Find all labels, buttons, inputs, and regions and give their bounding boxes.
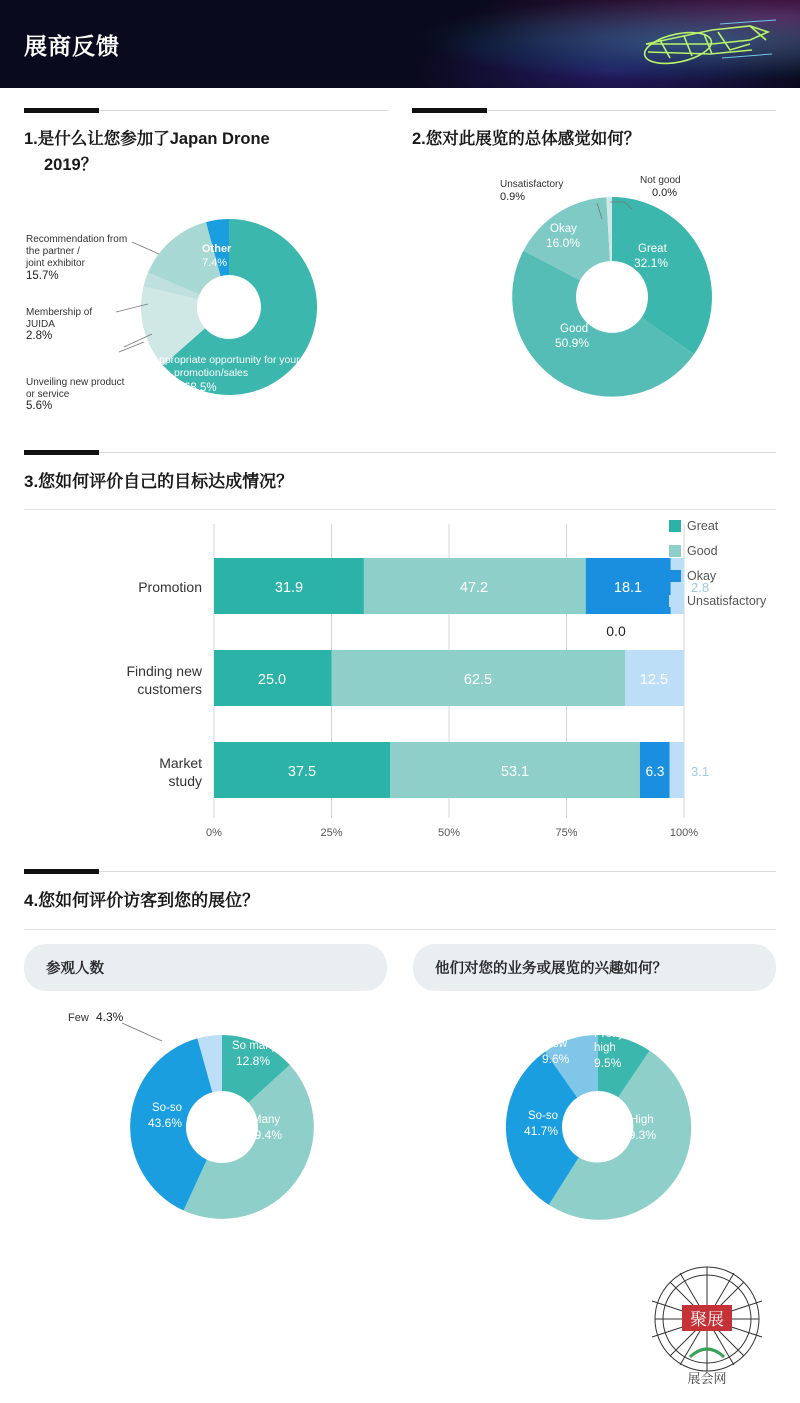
q4-right-value-so-so: 41.7%	[524, 1123, 559, 1138]
q4-right-label-pretty-high-l2: high	[594, 1041, 616, 1054]
question-2-block	[400, 110, 776, 442]
page-title: 展商反馈	[24, 33, 120, 59]
q4-right-value-pretty-high: 9.5%	[594, 1055, 622, 1070]
q3-xtick-75: 75%	[555, 827, 578, 840]
q1-label-appropriate-l2: promotion/sales	[174, 367, 249, 380]
q1-label-unveiling-l2: or service	[26, 389, 70, 401]
q3-value-promotion-great: 31.9	[274, 580, 304, 597]
q3-value-market-great: 37.5	[287, 764, 317, 781]
q3-value-finding-unsatisfactory: 12.5	[639, 672, 669, 689]
q2-divider	[412, 110, 776, 111]
q4-left-chart-block	[24, 995, 400, 1245]
q3-value-market-unsatisfactory: 3.1	[691, 764, 710, 780]
q2-value-good: 50.9%	[555, 335, 590, 350]
q3-legend-label-okay: Okay	[687, 569, 717, 584]
q4-left-label-many: Many	[252, 1113, 281, 1126]
q3-category-promotion: Promotion	[138, 579, 202, 596]
q1-label-recommendation-l1: Recommendation from	[26, 234, 128, 246]
q3-value-promotion-unsatisfactory: 2.8	[691, 580, 710, 596]
q4-pill-row	[24, 930, 776, 991]
q2-label-great: Great	[638, 242, 667, 255]
q3-legend-swatch-unsatisfactory	[669, 595, 681, 607]
question-4-title	[24, 872, 776, 918]
q4-left-label-so-so: So-so	[152, 1101, 183, 1114]
q1-donut-chart	[24, 182, 396, 442]
q4-right-value-low: 9.6%	[542, 1051, 570, 1066]
q1-label-appropriate-l1: Appropriate opportunity for your	[152, 354, 300, 367]
q3-value-finding-good: 62.5	[463, 672, 493, 689]
q3-bar-row-promotion	[138, 558, 709, 614]
q4-right-chart-block	[400, 995, 776, 1245]
q3-stacked-bar-chart	[24, 510, 776, 855]
q2-donut-chart	[412, 157, 784, 417]
question-2-title-line1: 2.您对此展览的总体感觉如何？	[412, 130, 641, 148]
q4-right-label-high: High	[630, 1113, 654, 1126]
question-1-title	[24, 111, 388, 182]
q3-bar-market-unsatisfactory	[670, 742, 685, 798]
question-2-title	[412, 111, 776, 157]
q3-category-market-l2: study	[168, 773, 202, 790]
q3-legend-label-unsatisfactory: Unsatisfactory	[687, 594, 767, 609]
q1-value-recommendation: 15.7%	[26, 270, 59, 283]
q2-label-okay: Okay	[550, 222, 577, 235]
q4-left-donut-chart	[24, 995, 400, 1245]
q4-right-donut-chart	[400, 995, 776, 1245]
q3-xtick-0: 0%	[206, 827, 222, 840]
q3-legend-swatch-good	[669, 545, 681, 557]
question-1-block	[24, 110, 400, 442]
q4-right-value-high: 39.3%	[622, 1127, 657, 1142]
q4-left-label-so-many: So many	[232, 1039, 278, 1052]
watermark-text: 聚展	[690, 1310, 724, 1329]
q3-xtick-25: 25%	[320, 827, 343, 840]
q3-category-finding-l2: customers	[137, 681, 202, 698]
q2-label-notgood: Not good	[640, 174, 681, 186]
q4-right-label-low: Low	[546, 1037, 568, 1050]
q2-label-unsatisfactory: Unsatisfactory	[500, 178, 564, 190]
q1-label-membership-l1: Membership of	[26, 307, 93, 319]
q3-legend-label-good: Good	[687, 544, 718, 559]
q3-category-market-l1: Market	[159, 755, 202, 772]
q4-pill-visitors: 参观人数	[24, 944, 387, 991]
q3-x-axis-labels	[206, 827, 698, 839]
q2-label-good: Good	[560, 322, 589, 335]
q4-pill-interest: 他们对您的业务或展览的兴趣如何？	[413, 944, 776, 991]
q3-category-finding-l1: Finding new	[126, 663, 202, 680]
q3-legend-swatch-great	[669, 520, 681, 532]
q4-left-value-many: 39.4%	[248, 1127, 283, 1142]
q2-value-okay: 16.0%	[546, 235, 581, 250]
q4-left-value-few: 4.3%	[96, 1009, 124, 1024]
watermark-subtext: 展会网	[687, 1371, 727, 1386]
question-3-title-line1: 3.您如何评价自己的目标达成情况？	[24, 472, 294, 492]
q1-label-recommendation-l3: joint exhibitor	[26, 258, 85, 270]
question-3-title	[24, 453, 776, 499]
q3-value-promotion-okay: 18.1	[613, 580, 643, 597]
q2-value-notgood: 0.0%	[652, 186, 678, 199]
q2-value-great: 32.1%	[634, 255, 669, 270]
q1-label-unveiling-l1: Unveiling new product	[26, 377, 125, 389]
q1-label-other: Other	[202, 243, 232, 256]
q3-value-finding-okay: 0.0	[606, 623, 626, 640]
q3-bar-row-market-study	[159, 742, 709, 798]
question-4-title-line1: 4.您如何评价访客到您的展位？	[24, 891, 260, 911]
q4-right-label-so-so: So-so	[528, 1109, 559, 1122]
q4-right-label-pretty-high-l1: Pretty	[594, 1027, 625, 1040]
q4-left-value-so-many: 12.8%	[236, 1053, 271, 1068]
page-header	[0, 0, 800, 88]
q3-value-promotion-good: 47.2	[459, 580, 489, 597]
q1-value-unveiling: 5.6%	[26, 400, 53, 413]
q3-value-market-good: 53.1	[500, 764, 530, 781]
q1-label-recommendation-l2: the partner /	[26, 246, 80, 258]
watermark-logo	[632, 1253, 782, 1393]
q3-legend-label-great: Great	[687, 519, 719, 534]
question-3-section	[0, 453, 800, 855]
q4-left-label-few: Few	[68, 1011, 89, 1024]
q2-value-unsatisfactory: 0.9%	[500, 190, 526, 203]
q1-label-membership-l2: JUIDA	[26, 319, 55, 331]
q3-legend-swatch-okay	[669, 570, 681, 582]
q4-left-value-so-so: 43.6%	[148, 1115, 183, 1130]
q3-value-finding-great: 25.0	[257, 672, 287, 689]
q1-value-other: 7.4%	[202, 257, 228, 270]
question-1-title-line2: 2019？	[44, 155, 98, 174]
q1-value-appropriate: 68.5%	[184, 382, 217, 395]
q3-value-market-okay: 6.3	[645, 764, 665, 780]
question-4-section	[0, 872, 800, 1244]
q1-divider	[24, 110, 388, 111]
q3-xtick-100: 100%	[669, 827, 699, 840]
question-1-title-line1: 1.是什么让您参加了Japan Drone	[24, 130, 270, 148]
drone-logo-icon	[600, 10, 780, 80]
q3-bar-row-finding-new-customers	[127, 623, 685, 706]
q4-left-callout-line	[122, 1023, 162, 1041]
questions-1-2-section	[0, 88, 800, 442]
q1-value-membership: 2.8%	[26, 330, 53, 343]
q3-xtick-50: 50%	[437, 827, 461, 840]
